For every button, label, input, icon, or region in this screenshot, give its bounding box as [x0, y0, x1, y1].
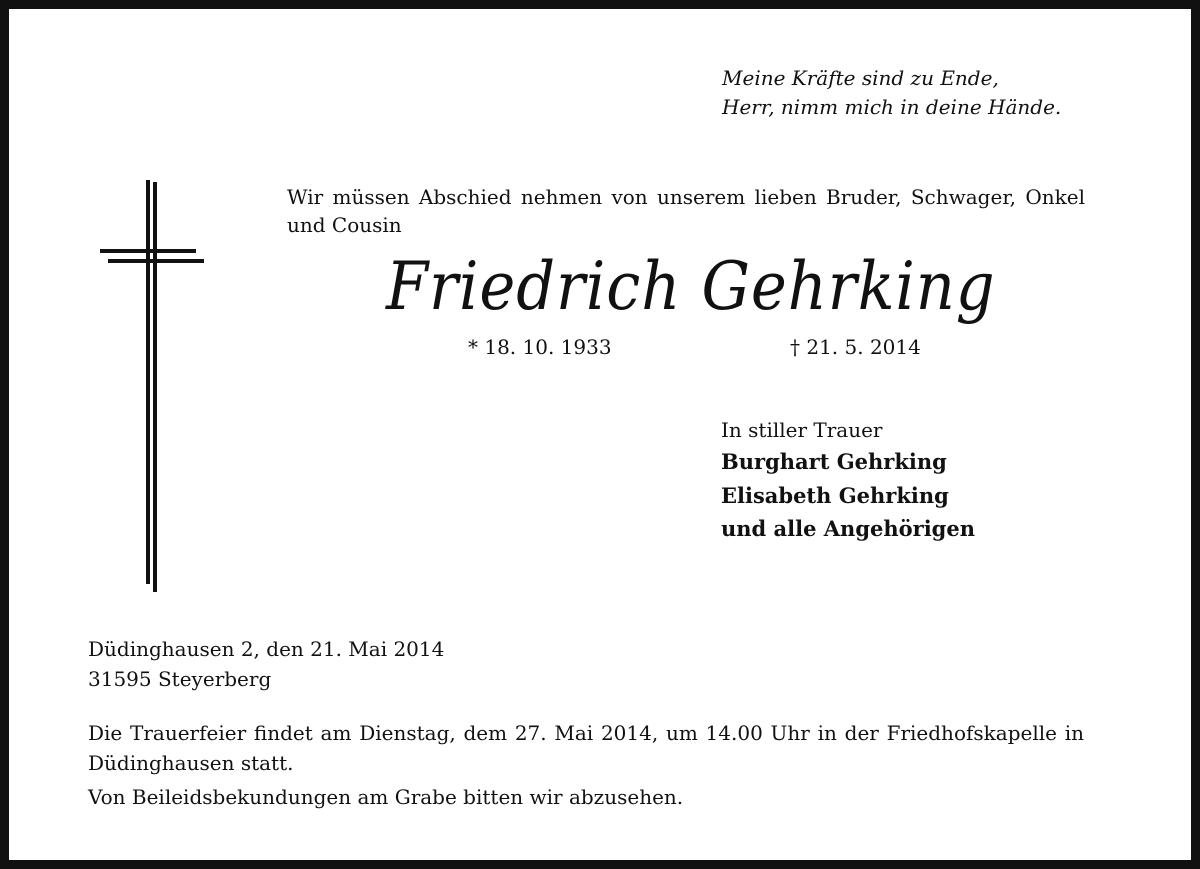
mourner-name: und alle Angehörigen	[721, 516, 975, 541]
mourner-name: Elisabeth Gehrking	[721, 483, 949, 508]
motto-line-1: Meine Kräfte sind zu Ende,	[722, 66, 999, 90]
death-date: † 21. 5. 2014	[790, 335, 921, 359]
address-block	[88, 634, 444, 694]
intro-text: Wir müssen Abschied nehmen von unserem lieben Bruder, Schwager, Onkel und Cousin	[287, 185, 1085, 237]
cross-icon	[96, 180, 206, 592]
mourning-heading: In stiller Trauer	[721, 418, 883, 442]
cross-vertical-bar	[146, 180, 150, 584]
condolences-note: Von Beileidsbekundungen am Grabe bitten wir abzusehen.	[88, 785, 684, 809]
address-line-2: 31595 Steyerberg	[88, 667, 272, 691]
motto-verse	[722, 64, 1061, 122]
deceased-name: Friedrich Gehrking	[386, 248, 996, 325]
cross-vertical-bar-shadow	[153, 182, 157, 592]
birth-date: * 18. 10. 1933	[468, 335, 612, 359]
mourner-name: Burghart Gehrking	[721, 449, 947, 474]
motto-line-2: Herr, nimm mich in deine Hände.	[722, 95, 1062, 119]
cross-horizontal-bar-shadow	[108, 259, 204, 263]
address-line-1: Düdinghausen 2, den 21. Mai 2014	[88, 637, 445, 661]
funeral-notice: Die Trauerfeier findet am Dienstag, dem 27. Mai 2014, um 14.00 Uhr in der Friedhofskapelle in Düdinghausen statt.	[88, 721, 1084, 775]
cross-horizontal-bar	[100, 249, 196, 253]
